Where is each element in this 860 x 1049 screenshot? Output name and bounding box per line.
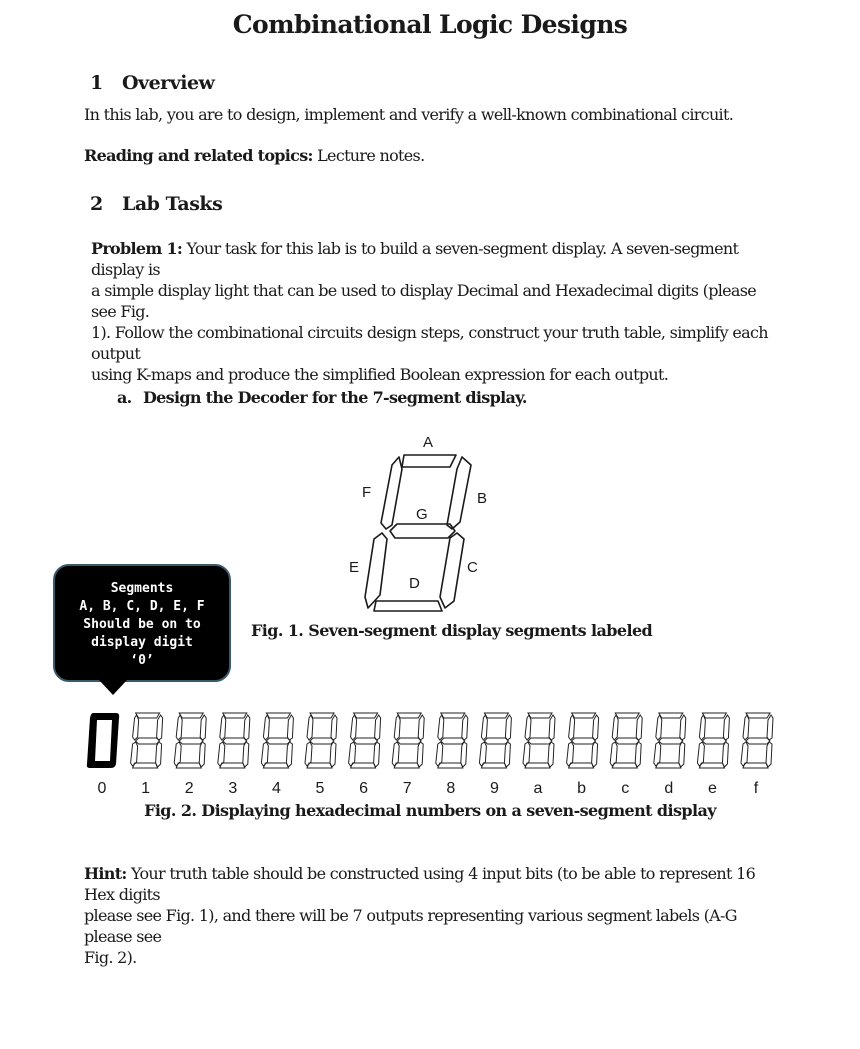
unlit-segment bbox=[199, 742, 205, 767]
unlit-segment bbox=[567, 742, 574, 766]
seven-segment-diagram bbox=[340, 425, 510, 620]
unlit-segment bbox=[659, 713, 683, 718]
hex-digit-display bbox=[87, 713, 119, 768]
unlit-segment bbox=[392, 742, 399, 766]
unlit-segment bbox=[375, 715, 381, 740]
unlit-segment bbox=[287, 715, 293, 740]
unlit-segment bbox=[263, 715, 269, 740]
lit-digit-zero bbox=[87, 713, 119, 768]
section-number: 1 bbox=[90, 72, 103, 94]
unlit-segment bbox=[307, 763, 332, 768]
unlit-segment bbox=[656, 763, 681, 768]
callout-line: Segments bbox=[110, 581, 174, 596]
hex-digit-display bbox=[392, 713, 424, 768]
segment-b bbox=[447, 457, 471, 529]
unlit-segment bbox=[374, 742, 380, 767]
unlit-segment bbox=[635, 742, 641, 767]
unlit-segment bbox=[310, 738, 334, 744]
unlit-segment bbox=[699, 763, 724, 768]
unlit-segment bbox=[310, 713, 334, 718]
page-title: Combinational Logic Designs bbox=[232, 10, 628, 39]
unlit-segment bbox=[462, 715, 468, 740]
segment-a bbox=[402, 455, 456, 467]
hex-digit-label: 3 bbox=[228, 780, 238, 797]
unlit-segment bbox=[610, 742, 617, 766]
section-number: 2 bbox=[90, 193, 103, 215]
unlit-segment bbox=[746, 738, 770, 744]
hex-digit-display bbox=[174, 713, 206, 768]
section-heading-overview bbox=[90, 72, 214, 94]
callout-line: ‘0’ bbox=[130, 653, 154, 668]
unlit-segment bbox=[179, 713, 203, 718]
unlit-segment bbox=[418, 715, 424, 740]
hex-digit-display bbox=[305, 713, 337, 768]
unlit-segment bbox=[767, 715, 773, 740]
unlit-segment bbox=[484, 713, 508, 718]
unlit-segment bbox=[351, 715, 357, 740]
hex-digit-label: 7 bbox=[402, 780, 412, 797]
callout-pointer bbox=[99, 680, 127, 695]
unlit-segment bbox=[286, 742, 292, 767]
unlit-segment bbox=[133, 763, 158, 768]
unlit-segment bbox=[438, 763, 463, 768]
unlit-segment bbox=[200, 715, 206, 740]
task-a-text: Design the Decoder for the 7-segment display. bbox=[143, 388, 527, 407]
hex-digit-display bbox=[610, 713, 642, 768]
segments-callout bbox=[53, 564, 231, 682]
unlit-segment bbox=[699, 715, 705, 740]
section-heading-lab-tasks bbox=[90, 193, 222, 215]
segment-d bbox=[374, 601, 442, 611]
unlit-segment bbox=[179, 738, 203, 744]
unlit-segment bbox=[157, 715, 163, 740]
hint-text: Your truth table should be constructed using 4 input bits (to be able to represent 16 Hex digits bbox=[84, 864, 756, 904]
unlit-segment bbox=[397, 738, 421, 744]
reading-text: Lecture notes. bbox=[317, 146, 425, 165]
unlit-segment bbox=[441, 713, 465, 718]
unlit-segment bbox=[723, 715, 729, 740]
unlit-segment bbox=[438, 715, 444, 740]
hex-digit-label: c bbox=[621, 780, 630, 797]
hex-digit-display bbox=[567, 713, 599, 768]
segment-label-d: D bbox=[409, 575, 420, 592]
fig2-caption: Fig. 2. Displaying hexadecimal numbers on a seven-segment display bbox=[144, 801, 716, 820]
hex-digit-display bbox=[697, 713, 729, 768]
unlit-segment bbox=[397, 713, 421, 718]
unlit-segment bbox=[266, 713, 290, 718]
callout-line: A, B, C, D, E, F bbox=[79, 599, 205, 614]
unlit-segment bbox=[223, 738, 247, 744]
hex-digit-label: 8 bbox=[446, 780, 456, 797]
hex-digit-label: 2 bbox=[184, 780, 194, 797]
hex-digit-label: d bbox=[664, 780, 674, 797]
unlit-segment bbox=[528, 738, 552, 744]
hex-digit-label: 9 bbox=[489, 780, 499, 797]
unlit-segment bbox=[330, 742, 336, 767]
unlit-segment bbox=[523, 742, 530, 766]
unlit-segment bbox=[679, 742, 685, 767]
callout-line: display digit bbox=[91, 635, 193, 650]
unlit-segment bbox=[351, 763, 376, 768]
hex-digit-label: 6 bbox=[359, 780, 369, 797]
unlit-segment bbox=[156, 742, 162, 767]
unlit-segment bbox=[176, 763, 201, 768]
unlit-segment bbox=[220, 763, 245, 768]
problem-line-1 bbox=[91, 238, 781, 280]
hex-digit-label: a bbox=[533, 780, 543, 797]
unlit-segment bbox=[223, 713, 247, 718]
unlit-segment bbox=[612, 763, 637, 768]
unlit-segment bbox=[593, 715, 599, 740]
unlit-segment bbox=[702, 738, 726, 744]
hex-digit-display bbox=[261, 713, 293, 768]
segment-c bbox=[440, 533, 464, 608]
unlit-segment bbox=[131, 742, 138, 766]
unlit-segment bbox=[243, 742, 249, 767]
segment-label-e: E bbox=[349, 559, 360, 576]
problem-line-4: using K-maps and produce the simplified Boolean expression for each output. bbox=[91, 365, 669, 384]
unlit-segment bbox=[722, 742, 728, 767]
unlit-segment bbox=[349, 742, 356, 766]
overview-paragraph: In this lab, you are to design, implement and verify a well-known combinational circuit. bbox=[84, 105, 734, 124]
unlit-segment bbox=[569, 715, 575, 740]
unlit-segment bbox=[307, 715, 313, 740]
unlit-segment bbox=[133, 715, 139, 740]
problem-paragraph bbox=[91, 238, 781, 385]
hex-digit-labels bbox=[84, 780, 784, 800]
section-title: Overview bbox=[122, 72, 215, 94]
unlit-segment bbox=[505, 715, 511, 740]
segment-label-g: G bbox=[416, 506, 428, 523]
unlit-segment bbox=[525, 715, 531, 740]
unlit-segment bbox=[263, 763, 288, 768]
unlit-segment bbox=[615, 738, 639, 744]
hex-digit-display bbox=[131, 713, 163, 768]
fig1-caption: Fig. 1. Seven-segment display segments labeled bbox=[251, 621, 653, 640]
segment-g bbox=[390, 524, 455, 538]
hex-digit-label: 1 bbox=[141, 780, 151, 797]
unlit-segment bbox=[743, 763, 768, 768]
hex-digit-displays bbox=[84, 710, 784, 770]
segment-label-b: B bbox=[477, 490, 488, 507]
unlit-segment bbox=[354, 738, 378, 744]
hex-digit-label: f bbox=[753, 780, 759, 797]
hex-digit-label: b bbox=[577, 780, 587, 797]
segment-label-a: A bbox=[423, 434, 434, 451]
unlit-segment bbox=[441, 738, 465, 744]
problem-line-2: a simple display light that can be used to display Decimal and Hexadecimal digits (please see Fig. bbox=[91, 281, 757, 321]
unlit-segment bbox=[436, 742, 443, 766]
callout-line: Should be on to bbox=[83, 617, 201, 632]
unlit-segment bbox=[481, 763, 506, 768]
hex-digit-display bbox=[654, 713, 686, 768]
unlit-segment bbox=[636, 715, 642, 740]
hex-digit-display bbox=[218, 713, 250, 768]
unlit-segment bbox=[592, 742, 598, 767]
hex-digit-display bbox=[523, 713, 555, 768]
unlit-segment bbox=[680, 715, 686, 740]
hex-digit-label: 0 bbox=[97, 780, 107, 797]
unlit-segment bbox=[331, 715, 337, 740]
unlit-segment bbox=[572, 738, 596, 744]
unlit-segment bbox=[176, 715, 182, 740]
problem-label: Problem 1: bbox=[91, 239, 183, 258]
unlit-segment bbox=[504, 742, 510, 767]
unlit-segment bbox=[136, 738, 160, 744]
task-a-heading bbox=[117, 387, 527, 408]
hex-digit-display bbox=[436, 713, 468, 768]
unlit-segment bbox=[394, 715, 400, 740]
segment-e bbox=[365, 533, 387, 608]
unlit-segment bbox=[548, 742, 554, 767]
unlit-segment bbox=[218, 742, 225, 766]
unlit-segment bbox=[656, 715, 662, 740]
hint-line-1 bbox=[84, 863, 784, 905]
hex-digit-display bbox=[741, 713, 773, 768]
unlit-segment bbox=[572, 713, 596, 718]
unlit-segment bbox=[569, 763, 594, 768]
hint-label: Hint: bbox=[84, 864, 127, 883]
unlit-segment bbox=[702, 713, 726, 718]
hint-line-3: Fig. 2). bbox=[84, 948, 137, 967]
hex-digit-display bbox=[349, 713, 381, 768]
problem-text: Your task for this lab is to build a seven-segment display. A seven-segment display is bbox=[91, 239, 739, 279]
unlit-segment bbox=[479, 742, 486, 766]
section-title: Lab Tasks bbox=[122, 193, 223, 215]
unlit-segment bbox=[549, 715, 555, 740]
unlit-segment bbox=[220, 715, 226, 740]
segment-label-c: C bbox=[467, 559, 478, 576]
hex-digit-display bbox=[479, 713, 511, 768]
unlit-segment bbox=[697, 742, 704, 766]
unlit-segment bbox=[266, 738, 290, 744]
unlit-segment bbox=[244, 715, 250, 740]
unlit-segment bbox=[615, 713, 639, 718]
unlit-segment bbox=[528, 713, 552, 718]
unlit-segment bbox=[305, 742, 312, 766]
unlit-segment bbox=[136, 713, 160, 718]
hint-paragraph bbox=[84, 863, 784, 968]
unlit-segment bbox=[261, 742, 268, 766]
unlit-segment bbox=[461, 742, 467, 767]
segment-f bbox=[381, 457, 402, 529]
unlit-segment bbox=[766, 742, 772, 767]
unlit-segment bbox=[417, 742, 423, 767]
segment-label-f: F bbox=[362, 484, 372, 501]
unlit-segment bbox=[746, 713, 770, 718]
unlit-segment bbox=[612, 715, 618, 740]
unlit-segment bbox=[659, 738, 683, 744]
unlit-segment bbox=[174, 742, 181, 766]
unlit-segment bbox=[394, 763, 419, 768]
unlit-segment bbox=[481, 715, 487, 740]
reading-paragraph bbox=[84, 145, 424, 166]
hex-digit-label: e bbox=[707, 780, 717, 797]
problem-line-3: 1). Follow the combinational circuits design steps, construct your truth table, simplify each output bbox=[91, 323, 768, 363]
reading-label: Reading and related topics: bbox=[84, 146, 313, 165]
unlit-segment bbox=[654, 742, 661, 766]
unlit-segment bbox=[743, 715, 749, 740]
unlit-segment bbox=[354, 713, 378, 718]
unlit-segment bbox=[741, 742, 748, 766]
task-a-marker: a. bbox=[117, 388, 132, 407]
hex-digit-label: 5 bbox=[315, 780, 325, 797]
hint-line-2: please see Fig. 1), and there will be 7 outputs representing various segment labels (A-G please see bbox=[84, 906, 737, 946]
hex-digit-label: 4 bbox=[271, 780, 281, 797]
unlit-segment bbox=[525, 763, 550, 768]
unlit-segment bbox=[484, 738, 508, 744]
